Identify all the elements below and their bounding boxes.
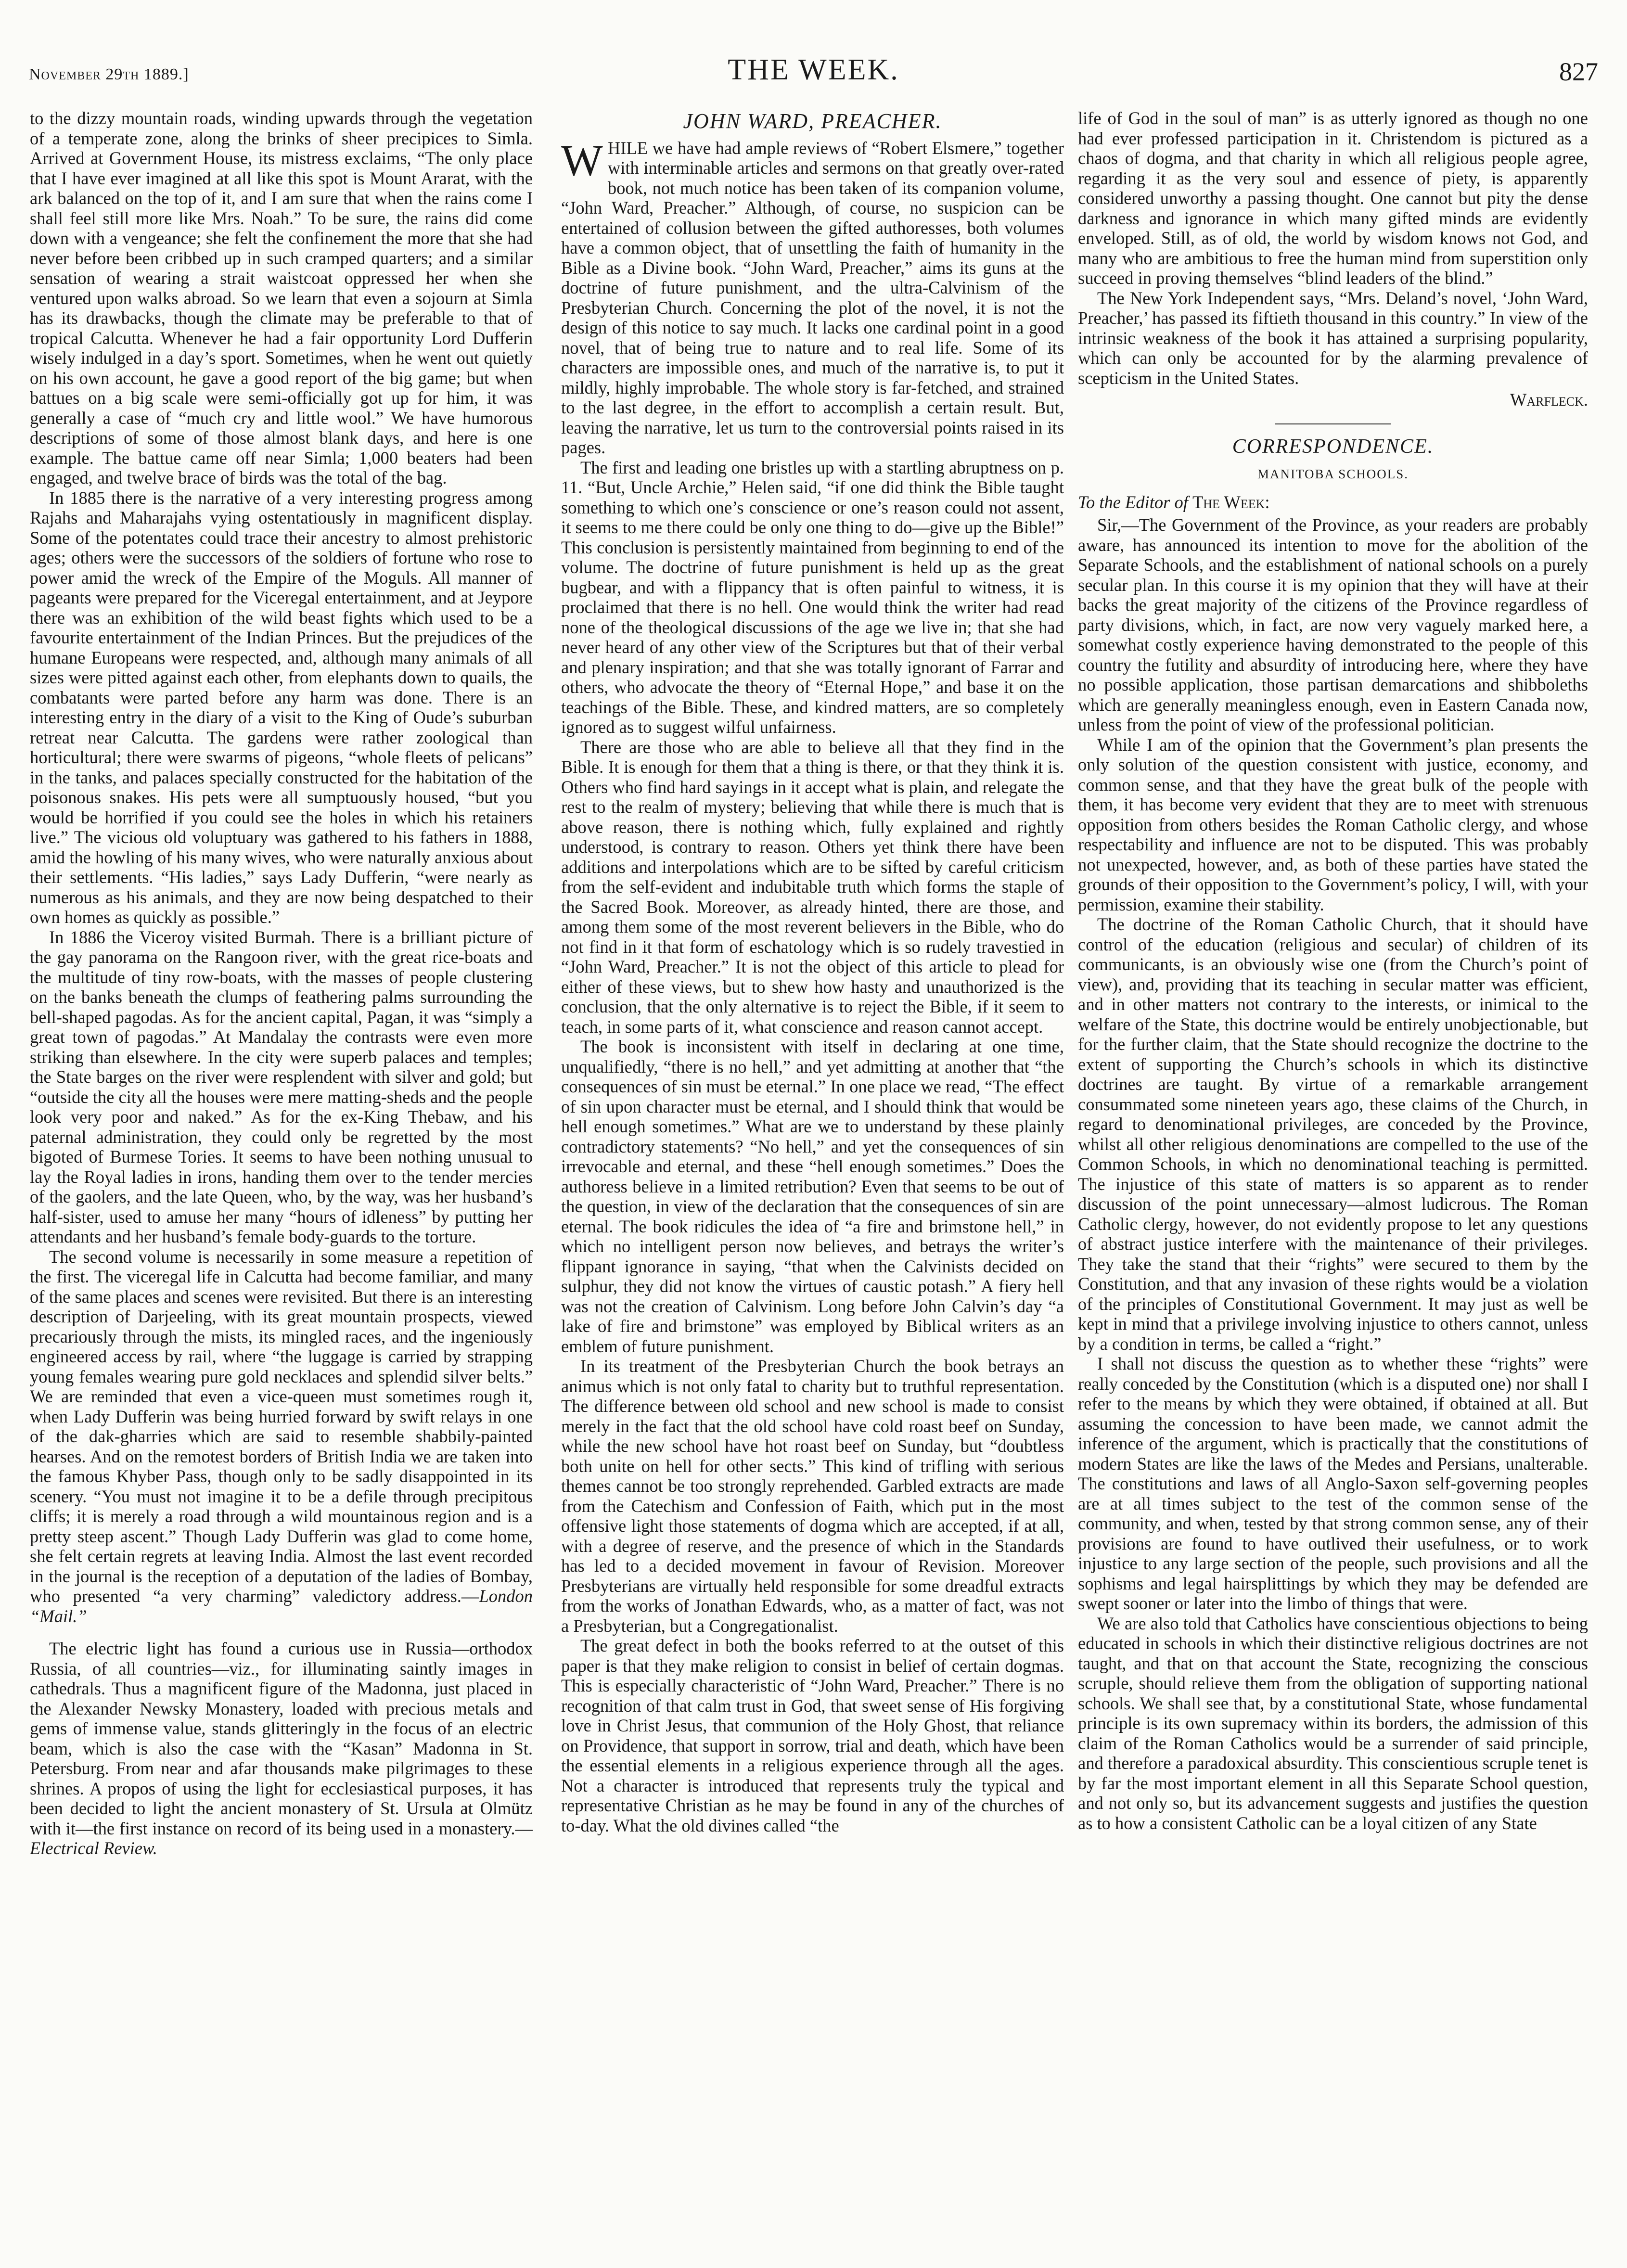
column-1 bbox=[30, 108, 533, 2245]
editor-salutation bbox=[1078, 492, 1588, 513]
page-number: 827 bbox=[1559, 57, 1598, 86]
article-paragraph: The great defect in both the books referred to at the outset of this paper is that they make religion to consist in belief of certain dogmas. This is especially characteristic of “John Ward, Preacher.” There is no recognition of that calm trust in God, that sweet sense of His forgiving love in Christ Jesus, that communion of the Holy Ghost, that reliance on Providence, that support in sorrow, trial and death, which have been the essential elements in a religious experience through all the ages. Not a character is introduced that represents truly the typical and representative Christian as he may be found in any of the churches of to-day. What the old divines called “the bbox=[561, 1636, 1064, 1835]
masthead: THE WEEK. bbox=[728, 53, 899, 86]
news-paragraph bbox=[30, 1639, 533, 1858]
page-header bbox=[29, 53, 1598, 111]
article-paragraph: The first and leading one bristles up with a startling abruptness on p. 11. “But, Uncle Archie,” Helen said, “if one did think the Bible taught something to which one’s conscience or one’s reason could not assent, it seems to me there could be only one thing to do—give up the Bible!” This conclusion is persistently maintained from beginning to end of the volume. The doctrine of future punishment is held up as the great bugbear, and with a flippancy that is often painful to witness, it is proclaimed that there is no hell. One would think the writer had read none of the theological discussions of the age we live in; that she had never heard of any other view of the Scriptures but that of their verbal and plenary inspiration; and that she was totally ignorant of Farrar and others, who advocate the theory of “Eternal Hope,” and base it on the teachings of the Bible. These, and kindred matters, are so completely ignored as to suggest wilful unfairness. bbox=[561, 457, 1064, 737]
author-signature: Warfleck. bbox=[1510, 390, 1588, 410]
letter-paragraph: Sir,—The Government of the Province, as your readers are probably aware, has announced its intention to move for the abolition of the Separate Schools, and the establishment of national schools on a purely secular plan. In this course it is my opinion that they will have at their backs the great majority of the citizens of the Province regardless of party divisions, which, in fact, are now very vaguely marked here, a somewhat costly experience having demonstrated to the people of this country the futility and absurdity of introducing here, where they have no possible application, those partisan demarcations and shibboleths which are generally meaningless enough, even in Eastern Canada now, unless from the point of view of the professional politician. bbox=[1078, 515, 1588, 734]
letter-paragraph: While I am of the opinion that the Government’s plan presents the only solution of the question consistent with justice, economy, and common sense, and that they have the great bulk of the people with them, it has become very evident that they are to meet with strenuous opposition from others besides the Roman Catholic clergy, and whose respectability and influence are not to be disputed. This was probably not unexpected, however, and, as both of these parties have stated the grounds of their opposition to the Government’s policy, I will, with your permission, examine their stability. bbox=[1078, 734, 1588, 914]
issue-date: November 29th 1889.] bbox=[29, 65, 189, 83]
article-paragraph: life of God in the soul of man” is as utterly ignored as though no one had ever professed participation in it. Christendom is pictured as a chaos of dogma, and that charity in which all religious people agree, regarding it as the very soul and essence of piety, is apparently considered unworthy a passing thought. One cannot but pity the dense darkness and ignorance in which many gifted minds are evidently enveloped. Still, as of old, the world by wisdom knows not God, and many who are ambitious to free the human mind from superstition only succeed in proving themselves “blind leaders of the blind.” bbox=[1078, 108, 1588, 288]
letter-paragraph: I shall not discuss the question as to whether these “rights” were really conceded by the Constitution (which is a disputed one) nor shall I refer to the means by which they were obtained, if obtained at all. But assuming the concession to have been made, we cannot admit the inference of the argument, which is practically that the constitutions of modern States are like the laws of the Medes and Persians, unalterable. The constitutions and laws of all Anglo-Saxon self-governing peoples are at all times subject to the test of the common sense of the community, and when, tested by that strong common sense, any of their provisions are found to have outlived their usefulness, or to work injustice to any large section of the people, such provisions and all the sophisms and legal hairsplittings by which they may be defended are swept sooner or later into the limbo of things that were. bbox=[1078, 1354, 1588, 1613]
article-paragraph: The New York Independent says, “Mrs. Deland’s novel, ‘John Ward, Preacher,’ has passed its fiftieth thousand in this country.” In view of the intrinsic weakness of the book it has attained a surprising popularity, which can only be accounted for by the alarming prevalence of scepticism in the United States. bbox=[1078, 288, 1588, 388]
column-3 bbox=[1078, 108, 1588, 2245]
article-paragraph bbox=[30, 1247, 533, 1627]
news-text: The electric light has found a curious use in Russia—orthodox Russia, of all countries—viz., for illuminating saintly images in cathedrals. Thus a magnificent figure of the Madonna, just placed in the Alexander Newsky Monastery, loaded with precious metals and gems of immense value, stands glitteringly in the focus of an electric beam, which is also the case with the “Kasan” Madonna in St. Petersburg. From near and afar thousands make pilgrimages to these shrines. A propos of using the light for ecclesiastical purposes, it has been decided to light the ancient monastery of St. Ursula at Olmütz with it—the first instance on record of its being used in a monastery.— bbox=[30, 1639, 533, 1838]
source-credit: Electrical Review. bbox=[30, 1838, 157, 1858]
section-title: CORRESPONDENCE. bbox=[1232, 435, 1434, 458]
subsection-title: MANITOBA SCHOOLS. bbox=[1257, 467, 1409, 481]
letter-paragraph: We are also told that Catholics have conscientious objections to being educated in schools in which their distinctive religious doctrines are not taught, and that on that account the State, recognizing the conscious scruple, should relieve them from the obligation of supporting national schools. We shall see that, by a constitutional State, whose fundamental principle is its own supremacy within its borders, the admission of this claim of the Roman Catholics would be a surrender of said principle, and therefore a paradoxical absurdity. This conscientious scruple tenet is by far the most important element in all this Separate School question, and not only so, but its advancement suggests and justifies the question as to how a consistent Catholic can be a loyal citizen of any State bbox=[1078, 1613, 1588, 1833]
article-paragraph: In its treatment of the Presbyterian Church the book betrays an animus which is not only fatal to charity but to truthful representation. The difference between old school and new school is made to consist merely in the fact that the old school have cold roast beef on Sunday, while the new school have hot roast beef on Sunday, but “doubtless both unite on hell for other sects.” This kind of trifling with serious themes cannot be too strongly reprehended. Garbled extracts are made from the Catechism and Confession of Faith, which put in the most offensive light those statements of dogma which are accepted, if at all, with a degree of reserve, and the presence of which in the Standards has led to a decided movement in favour of Revision. Moreover Presbyterians are virtually held responsible for some dreadful extracts from the works of Jonathan Edwards, who, as a matter of fact, was not a Presbyterian, but a Congregationalist. bbox=[561, 1356, 1064, 1636]
article-title: JOHN WARD, PREACHER. bbox=[683, 109, 942, 133]
drop-cap: W bbox=[561, 135, 603, 185]
editor-line: To the Editor of bbox=[1078, 492, 1188, 512]
article-paragraph: The book is inconsistent with itself in declaring at one time, unqualifiedly, “there is no hell,” and yet admitting at another that “the consequences of sin must be eternal.” In one place we read, “The effect of sin upon character must be eternal, and I should think that would be hell enough sometimes.” What are we to understand by these plainly contradictory statements? “No hell,” and yet the consequences of sin irrevocable and eternal, and these “hell enough sometimes.” Does the authoress believe in a limited retribution? Even that seems to be out of the question, in view of the declaration that the consequences of sin are eternal. The book ridicules the idea of “a fire and brimstone hell,” in which no intelligent person now believes, and betrays the writer’s flippant ignorance in saying, “that when the Calvinists decided on sulphur, they did not know the virtues of caustic potash.” A fiery hell was not the creation of Calvinism. Long before John Calvin’s day “a lake of fire and brimstone” was employed by Biblical writers as an emblem of future punishment. bbox=[561, 1037, 1064, 1356]
letter-paragraph: The doctrine of the Roman Catholic Church, that it should have control of the education (religious and secular) of children of its communicants, is an obviously wise one (from the Church’s point of view), and, providing that its teaching in secular matter was efficient, and in other matters not contrary to the interests, or inimical to the welfare of the State, this doctrine would be entirely unobjectionable, but for the further claim, that the State should recognize the doctrine to the extent of supporting the Church’s schools in which its distinctive doctrines are taught. By virtue of a remarkable arrangement consummated some nineteen years ago, these claims of the Church, in regard to denominational privileges, are conceded by the Province, whilst all other religious denominations are compelled to the use of the Common Schools, in which no denominational teaching is permitted. The injustice of this state of matters is so apparent as to render discussion of the point unnecessary—almost ludicrous. The Roman Catholic clergy, however, do not evidently propose to let any questions of abstract justice interfere with the maintenance of their privileges. They take the stand that their “rights” were secured to them by the Constitution, and that any invasion of these rights would be a violation of the principles of Constitutional Government. It may just as well be kept in mind that a privilege involving injustice to others cannot, unless by a condition in terms, be called a “right.” bbox=[1078, 914, 1588, 1354]
lead-text: HILE we have had ample reviews of “Robert Elsmere,” together with interminable articles and sermons on that greatly over-rated book, not much notice has been taken of its companion volume, “John Ward, Preacher.” Although, of course, no suspicion can be entertained of collusion between the gifted authoresses, both volumes have a common object, that of unsettling the faith of humanity in the Bible as a Divine book. “John Ward, Preacher,” aims its guns at the doctrine of future punishment, and the ultra-Calvinism of the Presbyterian Church. Concerning the plot of the novel, it is not the design of this notice to say much. It lacks one cardinal point in a good novel, that of being true to nature and to real life. Some of its characters are impossible ones, and much of the narrative is, to put it mildly, highly improbable. The whole story is far-fetched, and strained to the last degree, in the effort to accomplish a certain result. But, leaving the narrative, let us turn to the controversial points raised in its pages. bbox=[561, 138, 1064, 457]
article-paragraph: In 1885 there is the narrative of a very interesting progress among Rajahs and Maharajahs vying ostentatiously in magnificent display. Some of the potentates could trace their ancestry to almost prehistoric ages; others were the successors of the soldiers of fortune who rose to power amid the wreck of the Empire of the Moguls. All manner of pageants were prepared for the Viceregal entertainment, and at Jeypore there was an exhibition of the wild beast fights which used to be a favourite entertainment of the Indian Princes. But the prejudices of the humane Europeans were respected, and, although many animals of all sizes were pitted against each other, from elephants down to quails, the combatants were parted before any harm was done. There is an interesting entry in the diary of a visit to the King of Oude’s suburban retreat near Calcutta. The gardens were rather zoological than horticultural; there were swarms of pigeons, “whole fleets of pelicans” in the tanks, and palaces specially constructed for the habitation of the poisonous snakes. His pets were all sumptuously housed, “but you would be horrified if you could see the holes in which his retainers live.” The vicious old voluptuary was gathered to his fathers in 1888, amid the howling of his many wives, who were naturally anxious about their settlements. “His ladies,” says Lady Dufferin, “were nearly as numerous as his animals, and they are now being despatched to their own homes as quickly as possible.” bbox=[30, 487, 533, 927]
editor-paper: The Week: bbox=[1192, 492, 1270, 512]
section-divider bbox=[1275, 423, 1391, 424]
article-paragraph: In 1886 the Viceroy visited Burmah. There is a brilliant picture of the gay panorama on the Rangoon river, with the great rice-boats and the multitude of tiny row-boats, with the masses of people clustering on the banks beneath the clumps of feathering palms surrounding the bell-shaped pagodas. As for the ancient capital, Pagan, it was “simply a great town of pagodas.” At Mandalay the contrasts were even more striking than elsewhere. In the city were superb palaces and temples; the State barges on the river were resplendent with silver and gold; but “outside the city all the houses were mere matting-sheds and the people look very poor and naked.” As for the ex-King Thebaw, and his paternal administration, they could only be regretted by the most bigoted of Burmese Tories. It seems to have been nothing unusual to lay the Royal ladies in irons, handing them over to the tender mercies of the gaolers, and the late Queen, who, by the way, was her husband’s half-sister, used to amuse her many “hours of idleness” by putting her attendants and her husband’s female body-guards to the torture. bbox=[30, 927, 533, 1246]
source-credit: London “Mail.” bbox=[30, 1586, 533, 1626]
article-paragraph: There are those who are able to believe all that they find in the Bible. It is enough for them that a thing is there, or that they think it is. Others who find hard sayings in it accept what is plain, and relegate the rest to the realm of mystery; believing that while there is much that is above reason, there is nothing which, fully explained and rightly understood, is contrary to reason. Others yet think there have been additions and interpolations which are to be sifted by careful criticism from the self-evident and indubitable truth which forms the staple of the Sacred Book. Moreover, as already hinted, there are those, and among them some of the most reverent believers in the Bible, who do not find in it that form of eschatology which is so rudely travestied in “John Ward, Preacher.” It is not the object of this article to plead for either of these views, but to shew how hasty and unauthorized is the conclusion, that the only alternative is to reject the Bible, if it seem to teach, in some parts of it, what conscience and reason cannot accept. bbox=[561, 737, 1064, 1037]
article-lead-paragraph bbox=[561, 135, 1064, 458]
column-2 bbox=[561, 108, 1064, 2245]
article-paragraph: to the dizzy mountain roads, winding upwards through the vegetation of a temperate zone, along the brinks of sheer precipices to Simla. Arrived at Government House, its mistress exclaims, “The only place that I have ever imagined at all like this spot is Mount Ararat, with the ark balanced on the top of it, and I am sure that when the rains come I shall feel still more like Mrs. Noah.” To be sure, the rains did come down with a vengeance; she felt the confinement the more that she had never before been cribbed up in such cramped quarters; and a similar sensation of wearing a strait waistcoat oppressed her when she ventured upon walks abroad. So we learn that even a sojourn at Simla has its drawbacks, though the climate may be preferable to that of tropical Calcutta. Whenever he had a fair opportunity Lord Dufferin wisely indulged in a day’s sport. Sometimes, when he went out quietly on his own account, he gave a good report of the big game; but when battues on a big scale were semi-officially got up for him, it was generally a case of “much cry and little wool.” We have humorous descriptions of some of those almost blank days, and here is one example. The battue came off near Simla; 1,000 beaters had been engaged, and twelve brace of birds was the total of the bag. bbox=[30, 108, 533, 487]
article-text: The second volume is necessarily in some measure a repetition of the first. The viceregal life in Calcutta had become familiar, and many of the same places and scenes were revisited. But there is an interesting description of Darjeeling, with its great mountain prospects, viewed precariously through the mists, its mingled races, and the ingeniously engineered access by rail, where “the luggage is carried by strapping young females wearing pure gold necklaces and splendid silver belts.” We are reminded that even a vice-queen must sometimes rough it, when Lady Dufferin was being hurried forward by swift relays in one of the dak-gharries which are said to resemble shabbily-painted hearses. And on the remotest borders of British India we are taken into the famous Khyber Pass, though only to be sadly disappointed in its scenery. “You must not imagine it to be a defile through precipitous cliffs; it is merely a road through a wild mountainous region and is a pretty steep ascent.” Though Lady Dufferin was glad to come home, she felt certain regrets at leaving India. Almost the last event recorded in the journal is the reception of a deputation of the ladies of Bombay, who presented “a very charming” valedictory address.— bbox=[30, 1246, 533, 1606]
